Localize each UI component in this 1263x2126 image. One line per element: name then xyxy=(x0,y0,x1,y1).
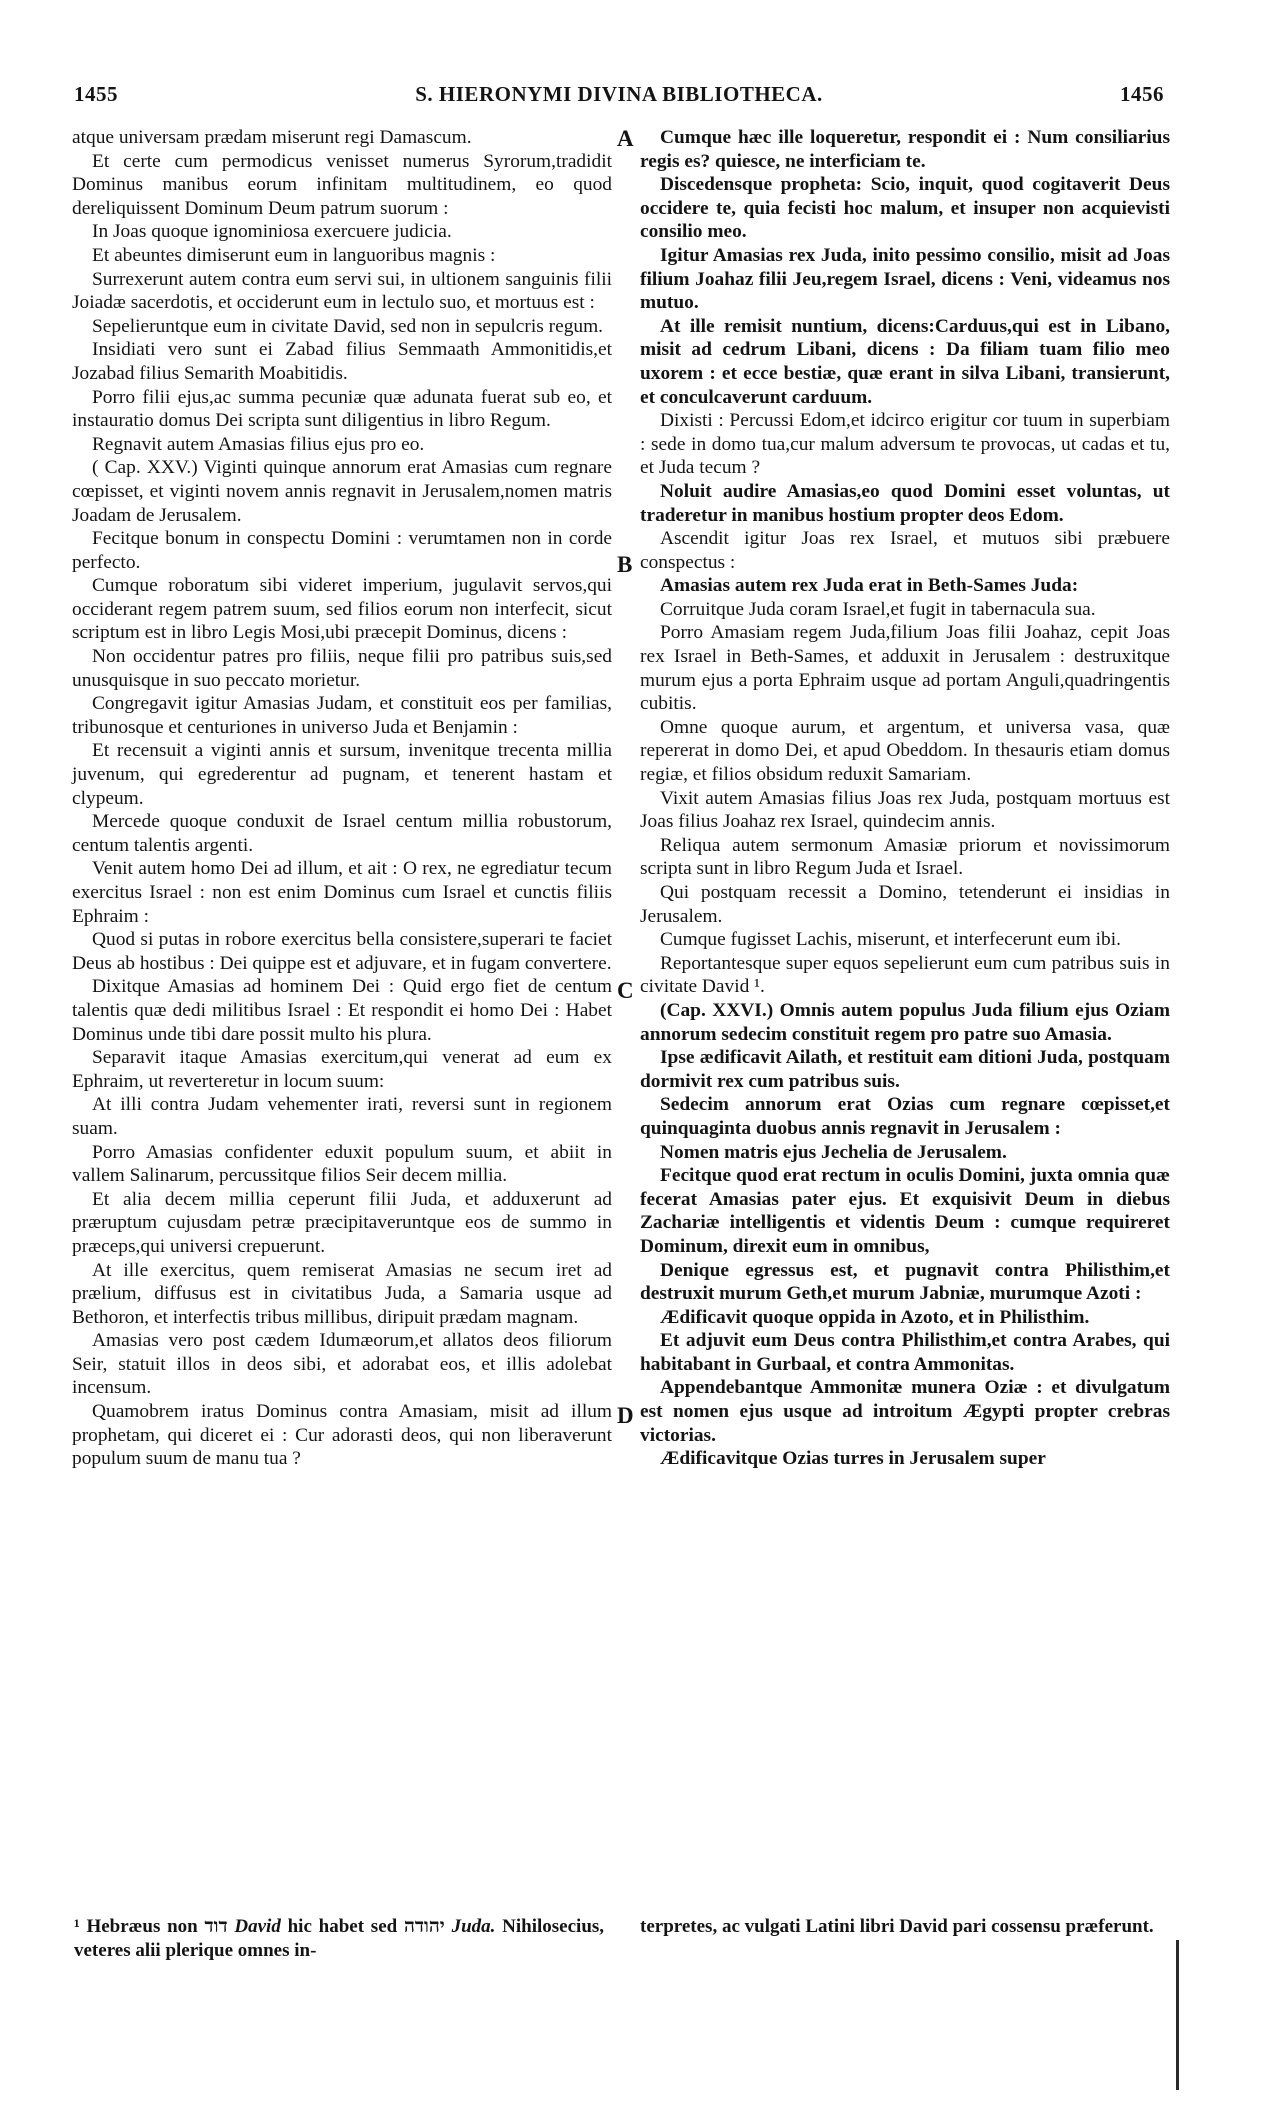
paragraph: Quod si putas in robore exercitus bella consistere,superari te faciet Deus ab hostibus : Dei quippe est et adjuvare, et in fugam convertere. xyxy=(72,929,612,974)
paragraph: Omne quoque aurum, et argentum, et universa vasa, quæ repererat in domo Dei, et apud Obeddom. In thesauris etiam domus regiæ, et filios obsidum reduxit Samariam. xyxy=(640,716,1170,786)
paragraph: Denique egressus est, et pugnavit contra Philisthim,et destruxit murum Geth,et murum Jabniæ, murumque Azoti : xyxy=(640,1259,1170,1305)
paragraph: Congregavit igitur Amasias Judam, et constituit eos per familias, tribunosque et centuriones in universo Juda et Benjamin : xyxy=(72,693,612,738)
paragraph: Porro filii ejus,ac summa pecuniæ quæ adunata fuerat sub eo, et instauratio domus Dei scripta sunt diligentius in libro Regum. xyxy=(72,386,612,432)
paragraph: Dixitque Amasias ad hominem Dei : Quid ergo fiet de centum talentis quæ dedi militibus Israel : Et respondit ei homo Dei : Habet Dominus unde tibi dare possit multo his plura. xyxy=(72,976,612,1045)
footnote-right: terpretes, ac vulgati Latini libri David pari cossensu præferunt. xyxy=(640,1916,1154,1937)
paragraph: Et abeuntes dimiserunt eum in languoribus magnis : xyxy=(92,244,496,266)
paragraph: atque universam prædam miserunt regi Damascum. xyxy=(72,127,472,148)
paragraph: Ædificavit quoque oppida in Azoto, et in Philisthim. xyxy=(660,1306,1090,1328)
paragraph: Corruitque Juda coram Israel,et fugit in tabernacula sua. xyxy=(660,598,1096,620)
paragraph: Sedecim annorum erat Ozias cum regnare cœpisset,et quinquaginta duobus annis regnavit in Jerusalem : xyxy=(640,1094,1170,1139)
footnote-left xyxy=(74,1915,604,1963)
paragraph: Mercede quoque conduxit de Israel centum millia robustorum, centum talentis argenti. xyxy=(72,811,612,856)
paragraph: Insidiati vero sunt ei Zabad filius Semmaath Ammonitidis,et Jozabad filius Semarith Moabitidis. xyxy=(72,339,612,384)
paragraph: Ipse ædificavit Ailath, et restituit eam ditioni Juda, postquam dormivit rex cum patribus suis. xyxy=(640,1047,1170,1092)
paragraph: Ædificavitque Ozias turres in Jerusalem super xyxy=(660,1448,1046,1470)
margin-letter-c: C xyxy=(617,978,634,1003)
paragraph: Cumque hæc ille loqueretur, respondit ei : Num consiliarius regis es? quiesce, ne interficiam te. xyxy=(640,127,1170,172)
paragraph: Cumque fugisset Lachis, miserunt, et interfecerunt eum ibi. xyxy=(660,929,1121,951)
paragraph: Ascendit igitur Joas rex Israel, et mutuos sibi præbuere conspectus : xyxy=(640,528,1170,573)
paragraph: At ille exercitus, quem remiserat Amasias ne secum iret ad prælium, diffusus est in civitatibus Juda, a Samaria usque ad Bethoron, et interfectis tribus millibus, diripuit prædam magnam. xyxy=(72,1259,612,1328)
paragraph: Separavit itaque Amasias exercitum,qui venerat ad eum ex Ephraim, ut reverteretur in locum suum: xyxy=(72,1047,612,1092)
running-title: S. HIERONYMI DIVINA BIBLIOTHECA. xyxy=(415,82,823,106)
paragraph: Reliqua autem sermonum Amasiæ priorum et novissimorum scripta sunt in libro Regum Juda et Israel. xyxy=(640,834,1170,880)
paragraph: Qui postquam recessit a Domino, tetenderunt ei insidias in Jerusalem. xyxy=(640,882,1170,927)
right-column xyxy=(640,126,1170,1471)
paragraph: Fecitque bonum in conspectu Domini : verumtamen non in corde perfecto. xyxy=(72,528,612,573)
paragraph: (Cap. XXVI.) Omnis autem populus Juda filium ejus Oziam annorum sedecim constituit regem pro patre suo Amasia. xyxy=(640,999,1170,1045)
paragraph: Porro Amasias confidenter eduxit populum suum, et abiit in vallem Salinarum, percussitque filios Seir decem millia. xyxy=(72,1141,612,1187)
paragraph: Quamobrem iratus Dominus contra Amasiam, misit ad illum prophetam, qui diceret ei : Cur adorasti deos, qui non liberaverunt populum suum de manu tua ? xyxy=(72,1401,612,1470)
paragraph: Surrexerunt autem contra eum servi sui, in ultionem sanguinis filii Joiadæ sacerdotis, et occiderunt eum in lectulo suo, et mortuus est : xyxy=(72,268,612,314)
paragraph: Sepelieruntque eum in civitate David, sed non in sepulcris regum. xyxy=(92,315,604,337)
paragraph: Venit autem homo Dei ad illum, et ait : O rex, ne egrediatur tecum exercitus Israel : non est enim Dominus cum Israel et cunctis filiis Ephraim : xyxy=(72,858,612,927)
paragraph: Et adjuvit eum Deus contra Philisthim,et contra Arabes, qui habitabant in Gurbaal, et contra Ammonitas. xyxy=(640,1330,1170,1375)
footnote-italic: Juda. xyxy=(451,1916,496,1937)
page-number-left: 1455 xyxy=(74,82,118,106)
paragraph: Dixisti : Percussi Edom,et idcirco erigitur cor tuum in superbiam : sede in domo tua,cur malum adversum te provocas, ut cadas et tu, et Juda tecum ? xyxy=(640,410,1170,479)
paragraph: Porro Amasiam regem Juda,filium Joas filii Joahaz, cepit Joas rex Israel in Beth-Sames, et adduxit in Jerusalem : destruxitque murum ejus a porta Ephraim usque ad portam Anguli,quadringentis cubitis. xyxy=(640,622,1170,715)
paragraph: Nomen matris ejus Jechelia de Jerusalem. xyxy=(660,1141,1007,1163)
paragraph: ( Cap. XXV.) Viginti quinque annorum erat Amasias cum regnare cœpisset, et viginti novem annis regnavit in Jerusalem,nomen matris Joadam de Jerusalem. xyxy=(72,457,612,526)
paragraph: Vixit autem Amasias filius Joas rex Juda, postquam mortuus est Joas filius Joahaz rex Israel, quindecim annis. xyxy=(640,787,1170,833)
paragraph: Appendebantque Ammonitæ munera Oziæ : et divulgatum est nomen ejus usque ad introitum Ægypti propter crebras victorias. xyxy=(640,1377,1170,1446)
paragraph: Igitur Amasias rex Juda, inito pessimo consilio, misit ad Joas filium Joahaz filii Jeu,regem Israel, dicens : Veni, videamus nos mutuo. xyxy=(640,244,1170,314)
paragraph: Et recensuit a viginti annis et sursum, invenitque trecenta millia juvenum, qui egrederentur ad pugnam, et tenerent hastam et clypeum. xyxy=(72,740,612,809)
page-number-right: 1456 xyxy=(1120,82,1164,106)
margin-letter-a: A xyxy=(617,126,634,151)
paragraph: Amasias vero post cædem Idumæorum,et allatos deos filiorum Seir, statuit illos in deos sibi, et adorabat eos, et illis adolebat incensum. xyxy=(72,1330,612,1399)
paragraph: At illi contra Judam vehementer irati, reversi sunt in regionem suam. xyxy=(72,1094,612,1139)
paragraph: In Joas quoque ignominiosa exercuere judicia. xyxy=(92,221,452,243)
paragraph: Amasias autem rex Juda erat in Beth-Sames Juda: xyxy=(660,575,1079,597)
paragraph: Reportantesque super equos sepelierunt eum cum patribus suis in civitate David ¹. xyxy=(640,952,1170,998)
footnote-text: Nihilosecius, veteres alii plerique omnes in- xyxy=(74,1916,605,1961)
page-edge-mark xyxy=(1176,1940,1179,2090)
paragraph: Et certe cum permodicus venisset numerus Syrorum,tradidit Dominus manibus eorum infinitam multitudinem, eo quod dereliquissent Dominum Deum patrum suorum : xyxy=(72,150,612,219)
paragraph: Fecitque quod erat rectum in oculis Domini, juxta omnia quæ fecerat Amasias pater ejus. Et exquisivit Deum in diebus Zachariæ intelligentis et videntis Deum : cumque requireret Dominum, direxit eum in omnibus, xyxy=(640,1165,1170,1257)
footnote-italic: David xyxy=(234,1916,281,1937)
footnote-text: ¹ Hebræus non דוד xyxy=(74,1916,228,1937)
footnote-text: hic habet sed יהודה xyxy=(287,1916,445,1937)
page-header xyxy=(74,82,1164,116)
left-column xyxy=(72,126,612,1471)
paragraph: At ille remisit nuntium, dicens:Carduus,qui est in Libano, misit ad cedrum Libani, dicens : Da filiam tuam filio meo uxorem : et ecce bestiæ, quæ erant in silva Libani, transierunt, et conculcaverunt carduum. xyxy=(640,315,1170,408)
paragraph: Regnavit autem Amasias filius ejus pro eo. xyxy=(92,433,425,455)
margin-letter-b: B xyxy=(617,552,633,577)
paragraph: Et alia decem millia ceperunt filii Juda, et adduxerunt ad præruptum cujusdam petræ præcipitaveruntque eos de summo in præceps,qui universi crepuerunt. xyxy=(72,1188,612,1257)
paragraph: Non occidentur patres pro filiis, neque filii pro patribus suis,sed unusquisque in suo peccato morietur. xyxy=(72,646,612,691)
margin-letter-d: D xyxy=(617,1403,634,1428)
paragraph: Noluit audire Amasias,eo quod Domini esset voluntas, ut traderetur in manibus hostium propter deos Edom. xyxy=(640,480,1170,526)
paragraph: Cumque roboratum sibi videret imperium, jugulavit servos,qui occiderant regem patrem suum, sed filios eorum non interfecit, sicut scriptum est in libro Legis Mosi,ubi præcepit Dominus, dicens : xyxy=(72,575,612,644)
paragraph: Discedensque propheta: Scio, inquit, quod cogitaverit Deus occidere te, quia fecisti hoc malum, et insuper non acquievisti consilio meo. xyxy=(640,174,1170,243)
